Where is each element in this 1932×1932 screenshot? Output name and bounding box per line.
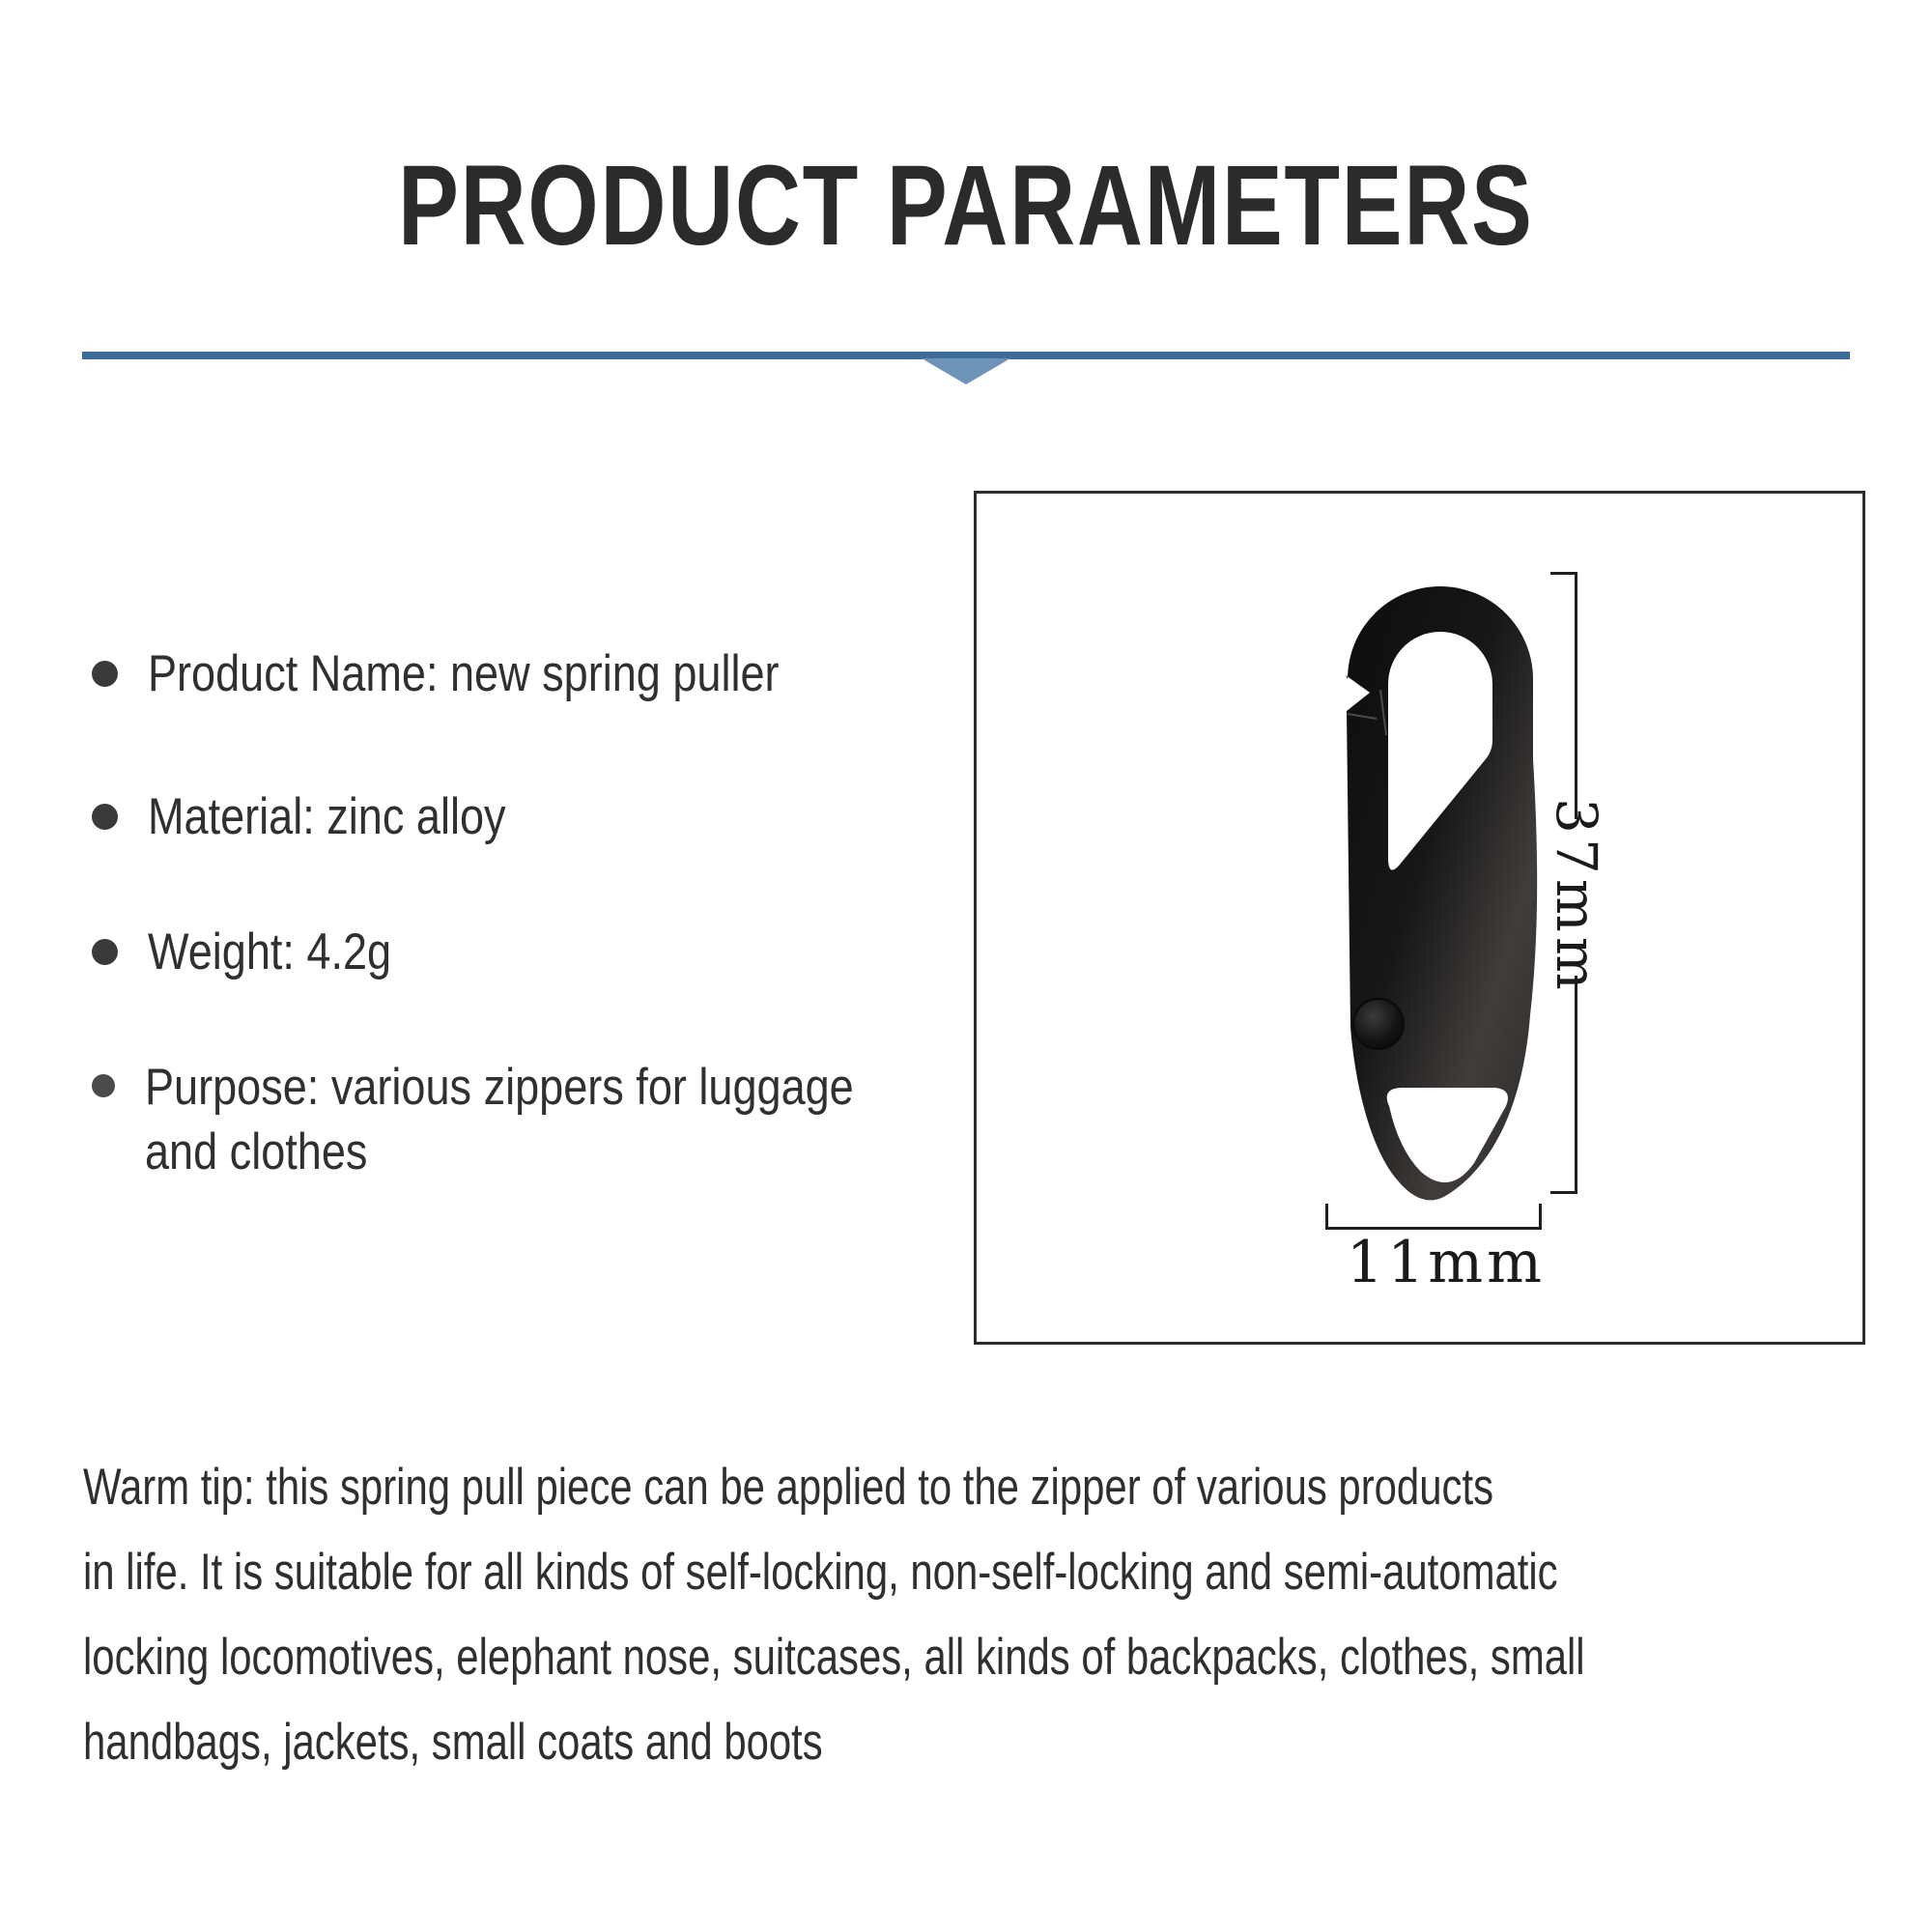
list-item [92,641,891,706]
height-dimension-line [1575,976,1577,1194]
height-dimension-label: 37mm [1544,798,1609,995]
height-dimension-tick [1550,572,1577,575]
product-name-text: Product Name: new spring puller [148,645,780,702]
warm-tip-paragraph [83,1445,1932,1785]
purpose-text-line1: Purpose: various zippers for luggage [145,1059,854,1116]
page-title-text: PRODUCT PARAMETERS [398,142,1534,270]
material-text: Material: zinc alloy [148,788,506,845]
width-dimension-label: 11mm [1346,1229,1547,1296]
bullet-dot-icon [92,804,118,830]
warm-tip-line: handbags, jackets, small coats and boots [83,1714,823,1771]
divider-arrow-down-icon [922,358,1010,384]
height-dimension-line [1575,572,1577,819]
list-item [92,920,435,984]
zipper-puller-image [1338,576,1546,1217]
purpose-text-line2: and clothes [145,1123,368,1180]
width-dimension-tick [1539,1204,1542,1230]
warm-tip-line: Warm tip: this spring pull piece can be applied to the zipper of various products [83,1459,1494,1516]
list-item [92,1055,979,1184]
warm-tip-line: in life. It is suitable for all kinds of self-locking, non-self-locking and semi-automatic [83,1544,1558,1601]
height-dimension-tick [1550,1191,1577,1194]
bullet-dot-icon [92,661,118,687]
warm-tip-line: locking locomotives, elephant nose, suitcases, all kinds of backpacks, clothes, small [83,1629,1585,1686]
width-dimension-tick [1325,1204,1328,1230]
rivet-button [1353,999,1404,1049]
weight-text: Weight: 4.2g [148,923,392,980]
bullet-dot-icon [92,939,118,965]
bullet-dot-icon [92,1074,115,1097]
page-title [0,141,1932,270]
list-item [92,784,569,849]
